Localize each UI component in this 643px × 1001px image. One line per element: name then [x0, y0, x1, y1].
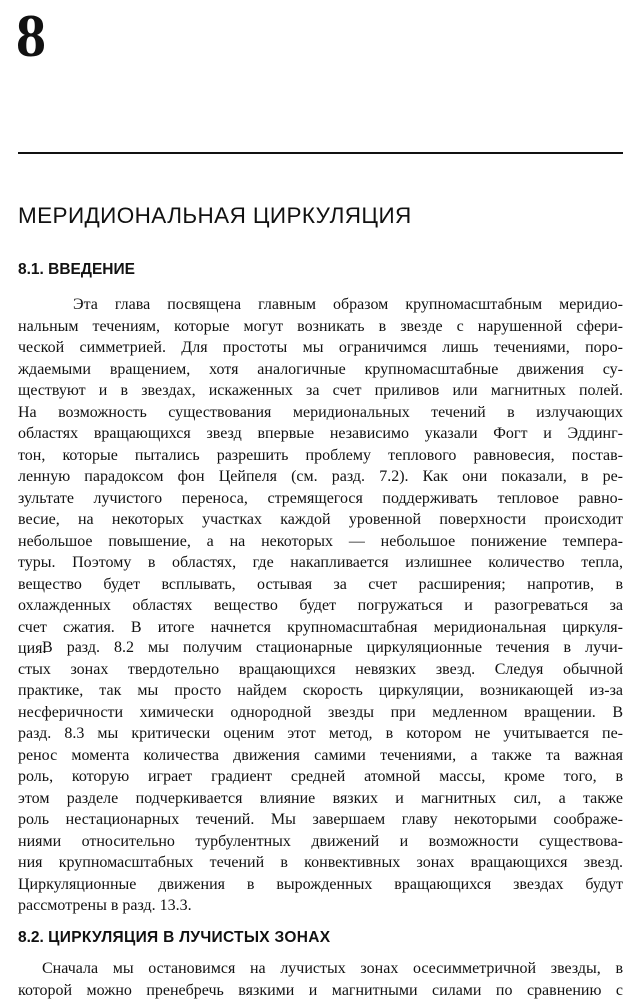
text-line: ниями относительно турбулентных движений и возможности существова-: [18, 831, 623, 853]
text-line: стых зонах твердотельно вращающихся невязких звезд. Следуя обычной: [18, 659, 623, 681]
text-line: этом разделе подчеркивается влияние вязких и магнитных сил, а также: [18, 788, 623, 810]
text-line: ренос момента количества движения самими течениями, а также та важная: [18, 745, 623, 767]
text-line: ция.: [18, 638, 623, 660]
text-line: ленную парадоксом фон Цейпеля (см. разд. 7.2). Как они показали, в ре-: [18, 466, 623, 488]
paragraph-section-2: [18, 958, 623, 1001]
text-line: роль нестационарных течений. Мы завершаем главу некоторыми соображе-: [18, 809, 623, 831]
text-line: Циркуляционные движения в вырожденных вращающихся звездах будут: [18, 874, 623, 896]
text-line: ществуют и в звездах, искаженных за счет приливов или магнитных полей.: [18, 380, 623, 402]
text-line: В разд. 8.2 мы получим стационарные циркуляционные течения в лучи-: [18, 637, 623, 659]
text-line: ждаемыми вращением, хотя аналогичные крупномасштабные движения су-: [18, 359, 623, 381]
text-line: На возможность существования меридиональных течений в излучающих: [18, 402, 623, 424]
text-line: рассмотрены в разд. 13.3.: [18, 895, 623, 917]
text-line: несферичности химически однородной звезды при медленном вращении. В: [18, 702, 623, 724]
text-line: тон, которые пытались разрешить проблему теплового равновесия, постав-: [18, 445, 623, 467]
text-line: ния крупномасштабных течений в конвективных зонах вращающихся звезд.: [18, 852, 623, 874]
section-number: 8.2.: [18, 929, 44, 946]
text-line: Сначала мы остановимся на лучистых зонах осесимметричной звезды, в: [18, 958, 623, 980]
section-heading-8-2: [18, 929, 330, 947]
text-line: небольшое повышение, а на некоторых — небольшое понижение темпера-: [18, 531, 623, 553]
section-title-text: ЦИРКУЛЯЦИЯ В ЛУЧИСТЫХ ЗОНАХ: [48, 929, 330, 946]
text-line: туры. Поэтому в областях, где накапливается излишнее количество тепла,: [18, 552, 623, 574]
text-line: разд. 8.3 мы критически оценим этот метод, в котором не учитывается пе-: [18, 723, 623, 745]
section-number: 8.1.: [18, 261, 44, 278]
text-line: которой можно пренебречь вязкими и магнитными силами по сравнению с: [18, 980, 623, 1001]
text-line: ческой симметрией. Для простоты мы ограничимся лишь течениями, поро-: [18, 337, 623, 359]
section-heading-8-1: [18, 261, 135, 279]
text-line: весие, на некоторых участках каждой уровенной поверхности происходит: [18, 509, 623, 531]
text-line: нальным течениям, которые могут возникать в звезде с нарушенной сфери-: [18, 316, 623, 338]
chapter-title: МЕРИДИОНАЛЬНАЯ ЦИРКУЛЯЦИЯ: [18, 203, 412, 229]
section-title-text: ВВЕДЕНИЕ: [48, 261, 135, 278]
text-line: вещество будет всплывать, остывая за счет расширения; напротив, в: [18, 574, 623, 596]
text-line: зультате лучистого переноса, стремящегося поддерживать тепловое равно-: [18, 488, 623, 510]
chapter-divider: [18, 152, 623, 154]
text-line: областях вращающихся звезд впервые независимо указали Фогт и Эддинг-: [18, 423, 623, 445]
paragraph-intro-1: [18, 294, 623, 660]
text-line: охлажденных областях вещество будет погружаться и разогреваться за: [18, 595, 623, 617]
paragraph-intro-2: [18, 637, 623, 917]
text-line: практике, так мы просто найдем скорость циркуляции, возникающей из-за: [18, 680, 623, 702]
text-line: роль, которую играет градиент средней атомной массы, кроме того, в: [18, 766, 623, 788]
text-line: счет сжатия. В итоге начнется крупномасштабная меридиональная циркуля-: [18, 617, 623, 639]
chapter-number: 8: [16, 6, 46, 66]
text-line: Эта глава посвящена главным образом крупномасштабным меридио-: [18, 294, 623, 316]
